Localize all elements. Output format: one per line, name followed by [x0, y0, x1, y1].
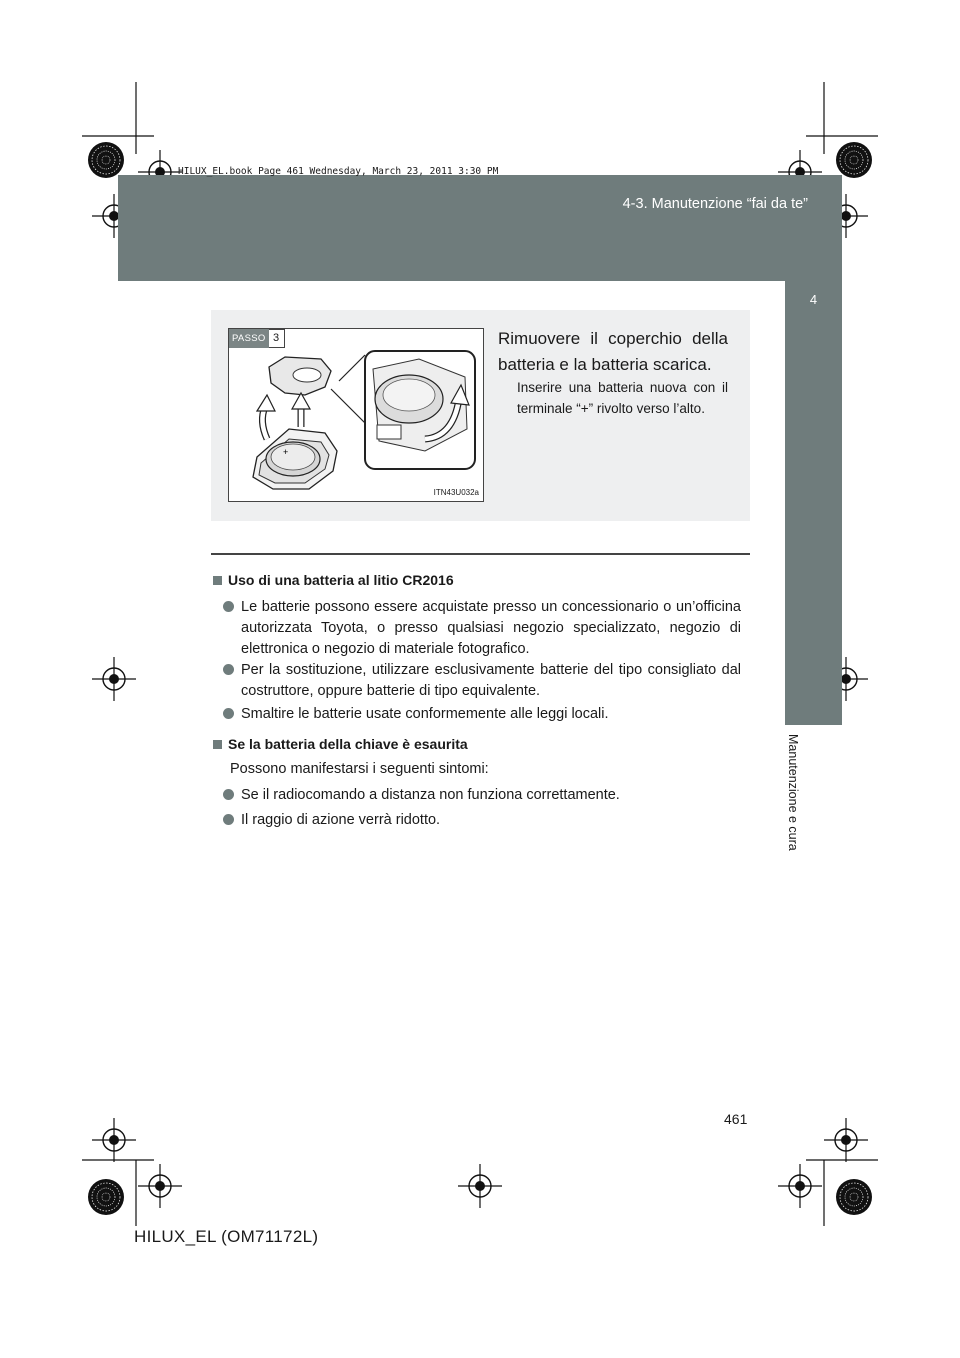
- section-heading: Se la batteria della chiave è esaurita: [213, 736, 468, 752]
- chapter-label: Manutenzione e cura: [786, 734, 800, 851]
- square-bullet-icon: [213, 740, 222, 749]
- bullet-icon: [223, 664, 234, 675]
- section-title: 4-3. Manutenzione “fai da te”: [622, 196, 808, 212]
- step-number: 3: [269, 329, 285, 348]
- list-item: Le batterie possono essere acquistate presso un concessionario o un’officina autorizzata Toyota, o presso qualsiasi negozio specializzato, negozio di elettronica o negozio di materiale fotografico.: [241, 597, 741, 660]
- section-heading: Uso di una batteria al litio CR2016: [213, 572, 454, 588]
- bullet-icon: [223, 789, 234, 800]
- bullet-icon: [223, 601, 234, 612]
- header-band: [118, 175, 842, 281]
- list-item: Per la sostituzione, utilizzare esclusivamente batterie del tipo consigliato dal costruttore, oppure batterie di tipo equivalente.: [241, 660, 741, 702]
- section-intro: Possono manifestarsi i seguenti sintomi:: [230, 761, 489, 777]
- step-badge-label: PASSO: [229, 329, 269, 348]
- chapter-tab: [785, 281, 842, 725]
- book-info: HILUX_EL.book Page 461 Wednesday, March 23, 2011 3:30 PM: [178, 166, 499, 177]
- section-rule: [211, 553, 750, 555]
- bullet-icon: [223, 814, 234, 825]
- list-item: Se il radiocomando a distanza non funziona correttamente.: [241, 785, 741, 806]
- list-item: Smaltire le batterie usate conformemente alle leggi locali.: [241, 704, 741, 725]
- chapter-number: 4: [809, 292, 818, 307]
- step-title: Rimuovere il coperchio della batteria e la batteria scarica.: [498, 329, 728, 374]
- key-battery-illustration: [229, 329, 483, 501]
- square-bullet-icon: [213, 576, 222, 585]
- figure-code: ITN43U032a: [433, 488, 479, 497]
- step-note: Inserire una batteria nuova con il terminale “+” rivolto verso l’alto.: [517, 380, 728, 416]
- step-figure: [228, 328, 484, 502]
- page-number: 461: [724, 1111, 748, 1127]
- footer-code: HILUX_EL (OM71172L): [134, 1227, 319, 1246]
- list-item: Il raggio di azione verrà ridotto.: [241, 810, 741, 831]
- bullet-icon: [223, 708, 234, 719]
- svg-text:+: +: [283, 447, 289, 457]
